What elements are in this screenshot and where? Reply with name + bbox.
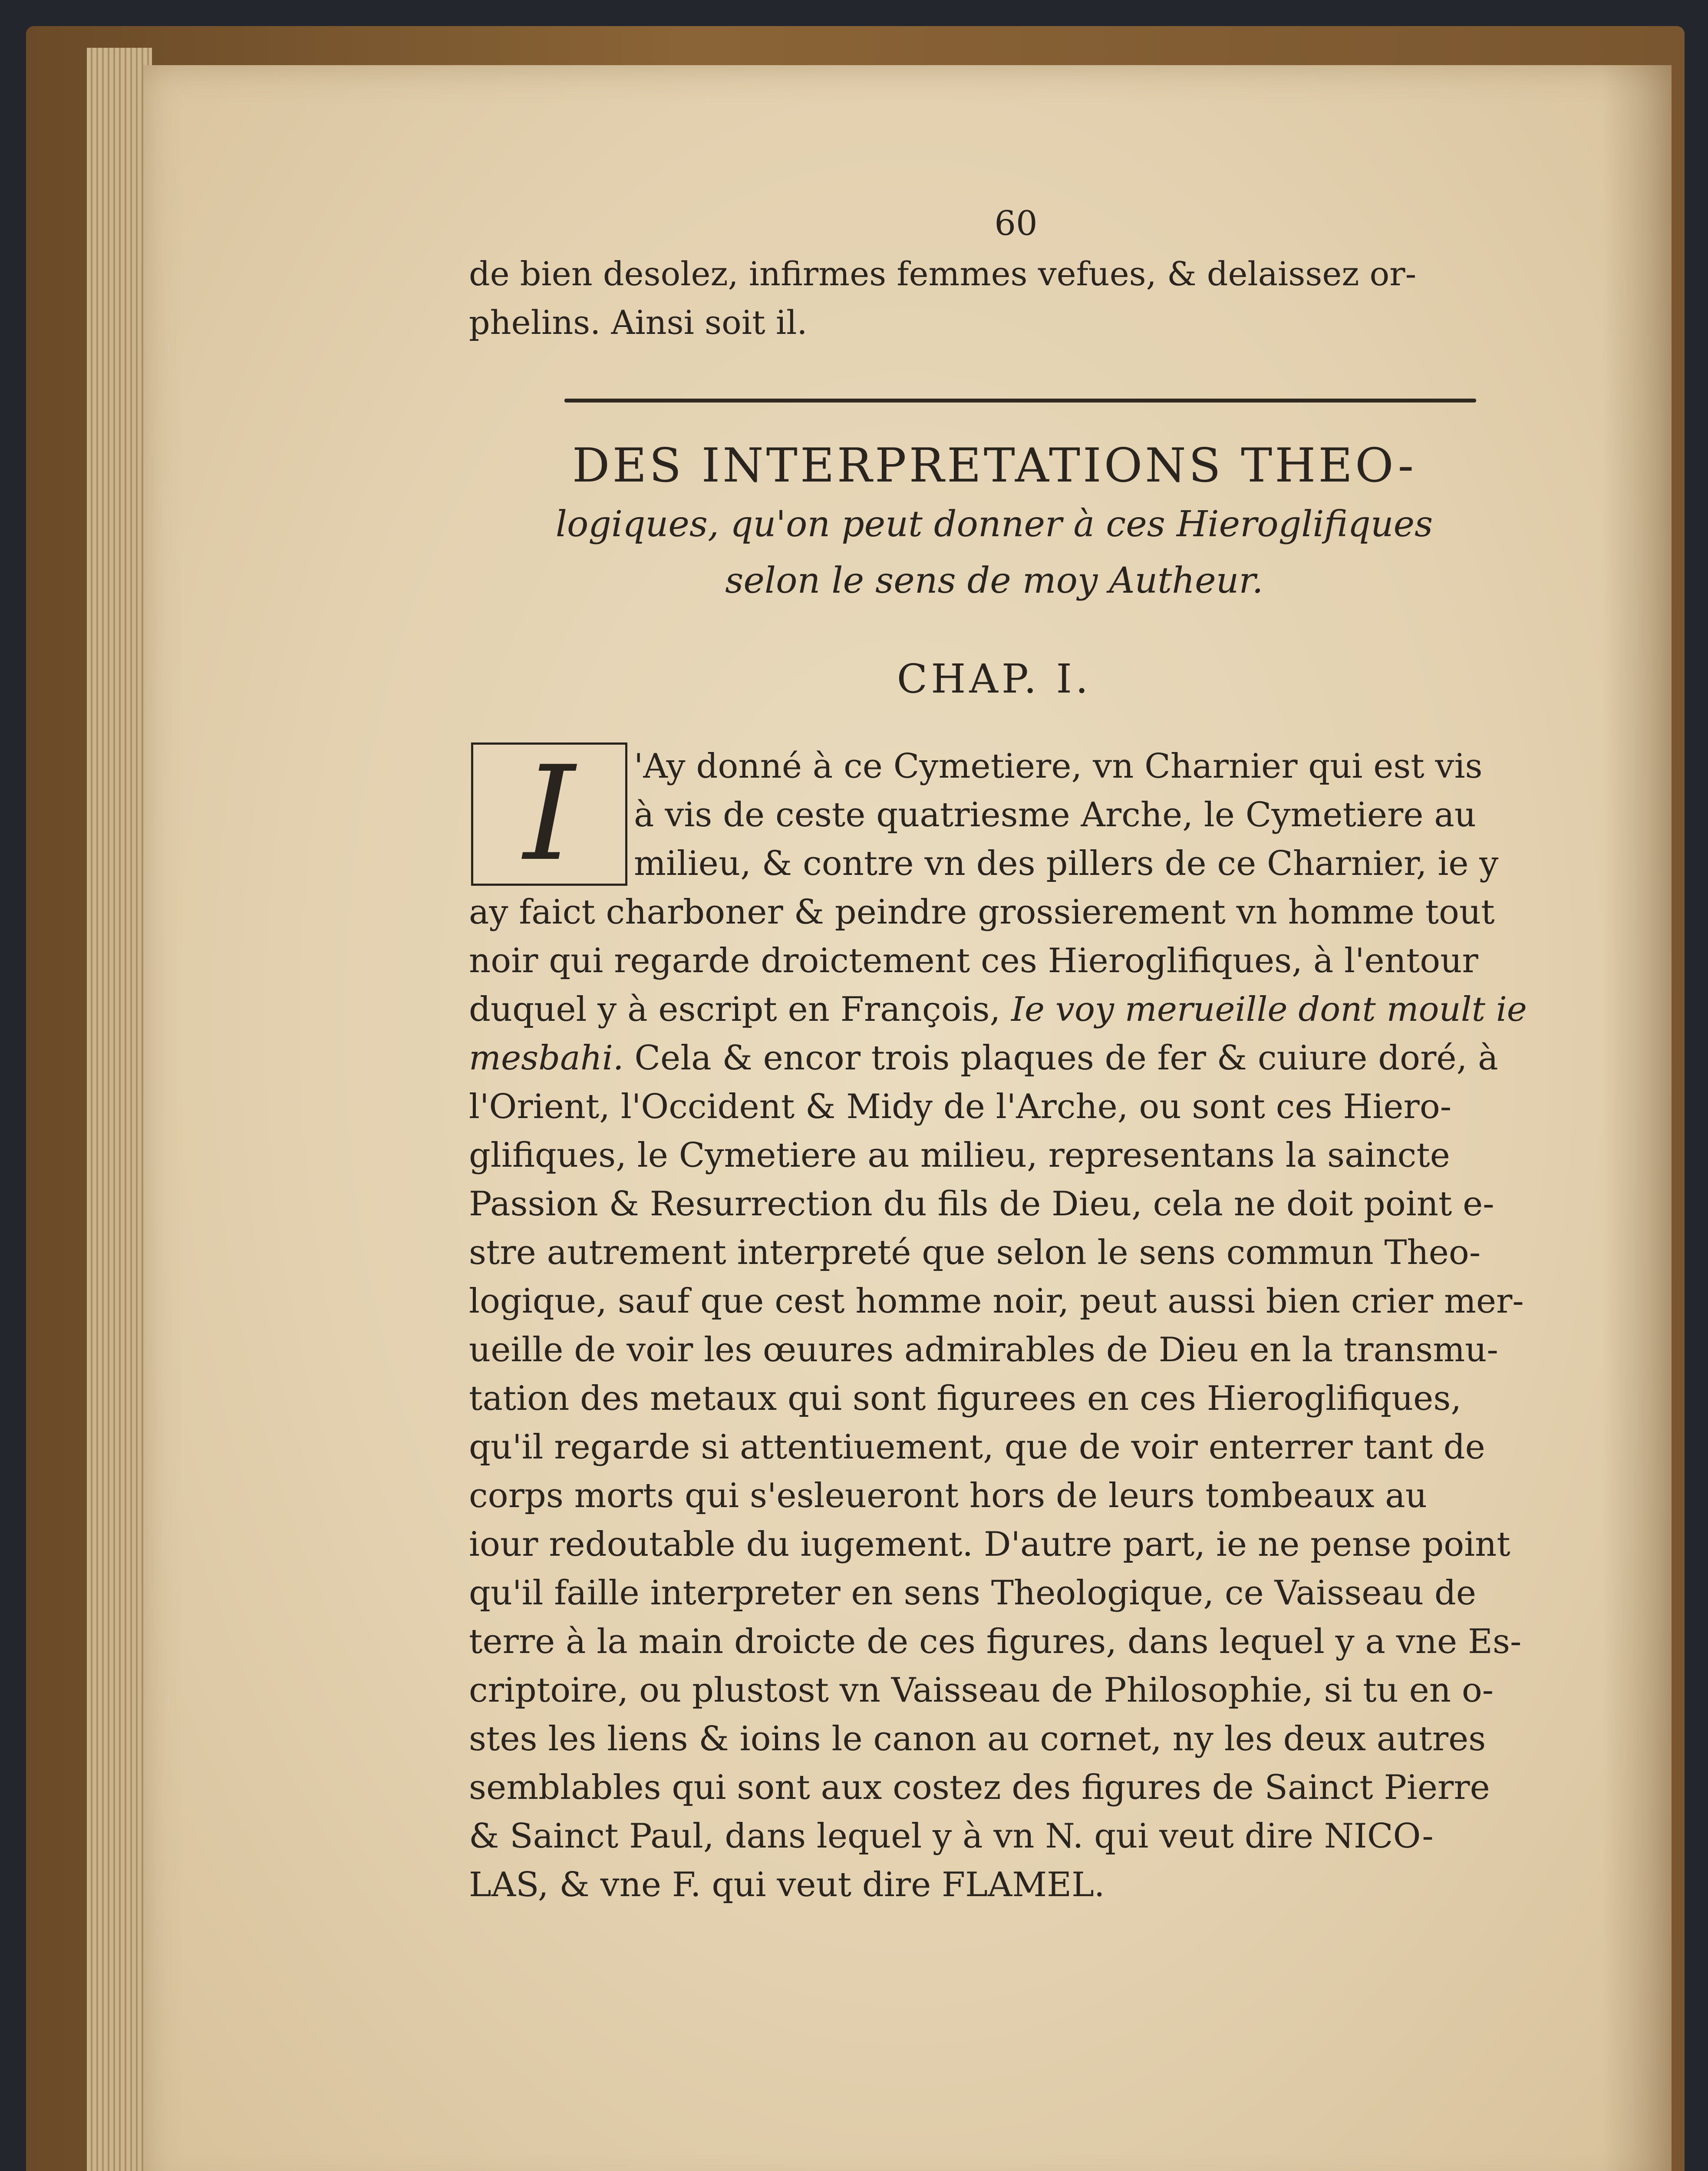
- body-line: [469, 1039, 1498, 1078]
- body-line: noir qui regarde droictement ces Hieroglifiques, à l'entour: [469, 941, 1478, 980]
- body-line: corps morts qui s'esleueront hors de leurs tombeaux au: [469, 1476, 1428, 1515]
- body-line: ueille de voir les œuures admirables de Dieu en la transmu-: [469, 1330, 1498, 1369]
- section-subheading: logiques, qu'on peut donner à ces Hieroglifiques: [555, 504, 1433, 545]
- page-number: 60: [994, 204, 1038, 243]
- decorated-initial-letter: I: [523, 738, 575, 890]
- body-line: stre autrement interpreté que selon le sens commun Theo-: [469, 1233, 1481, 1272]
- body-line: [469, 990, 1527, 1029]
- body-line: qu'il faille interpreter en sens Theologique, ce Vaisseau de: [469, 1574, 1477, 1613]
- decorated-initial: [471, 738, 627, 890]
- continuation-line: de bien desolez, infirmes femmes vefues, & delaissez or-: [469, 254, 1417, 293]
- body-line-text: Cela & encor trois plaques de fer & cuiure doré, à: [623, 1039, 1498, 1078]
- section-divider-rule: [564, 399, 1476, 403]
- continuation-text: [469, 250, 1502, 347]
- body-line: Passion & Resurrection du fils de Dieu, cela ne doit point e-: [469, 1184, 1494, 1224]
- body-line: iour redoutable du iugement. D'autre part, ie ne pense point: [469, 1525, 1510, 1564]
- body-line: tation des metaux qui sont figurees en ces Hieroglifiques,: [469, 1379, 1462, 1418]
- page-gutter-shadow: [1602, 65, 1672, 2171]
- body-line: milieu, & contre vn des pillers de ce Charnier, ie y: [634, 844, 1499, 883]
- body-line: LAS, & vne F. qui veut dire FLAMEL.: [469, 1865, 1105, 1904]
- page-edges: [87, 48, 152, 2171]
- italic-inscription: Ie voy merueille dont moult ie: [1011, 990, 1527, 1029]
- body-line: criptoire, ou plustost vn Vaisseau de Philosophie, si tu en o-: [469, 1671, 1494, 1710]
- body-line-text: duquel y à escript en François,: [469, 990, 1012, 1029]
- body-line: 'Ay donné à ce Cymetiere, vn Charnier qui est vis: [634, 747, 1483, 786]
- body-line: & Sainct Paul, dans lequel y à vn N. qui veut dire NICO-: [469, 1817, 1434, 1856]
- body-line: glifiques, le Cymetiere au milieu, representans la saincte: [469, 1136, 1450, 1175]
- body-line: logique, sauf que cest homme noir, peut aussi bien crier mer-: [469, 1282, 1524, 1321]
- italic-inscription-end: mesbahi.: [469, 1039, 624, 1078]
- body-line: semblables qui sont aux costez des figures de Sainct Pierre: [469, 1768, 1490, 1807]
- chapter-title: CHAP. I.: [897, 656, 1092, 702]
- body-line: à vis de ceste quatriesme Arche, le Cymetiere au: [634, 795, 1477, 835]
- body-line: l'Orient, l'Occident & Midy de l'Arche, ou sont ces Hiero-: [469, 1087, 1452, 1126]
- body-line: terre à la main droicte de ces figures, dans lequel y a vne Es-: [469, 1622, 1522, 1661]
- section-heading: DES INTERPRETATIONS THEO-: [572, 439, 1417, 493]
- section-subheading: selon le sens de moy Autheur.: [725, 560, 1263, 601]
- body-line: ay faict charboner & peindre grossierement vn homme tout: [469, 893, 1495, 932]
- continuation-line: phelins. Ainsi soit il.: [469, 303, 808, 342]
- body-line: stes les liens & ioins le canon au cornet, ny les deux autres: [469, 1719, 1486, 1759]
- body-line: qu'il regarde si attentiuement, que de voir enterrer tant de: [469, 1428, 1485, 1467]
